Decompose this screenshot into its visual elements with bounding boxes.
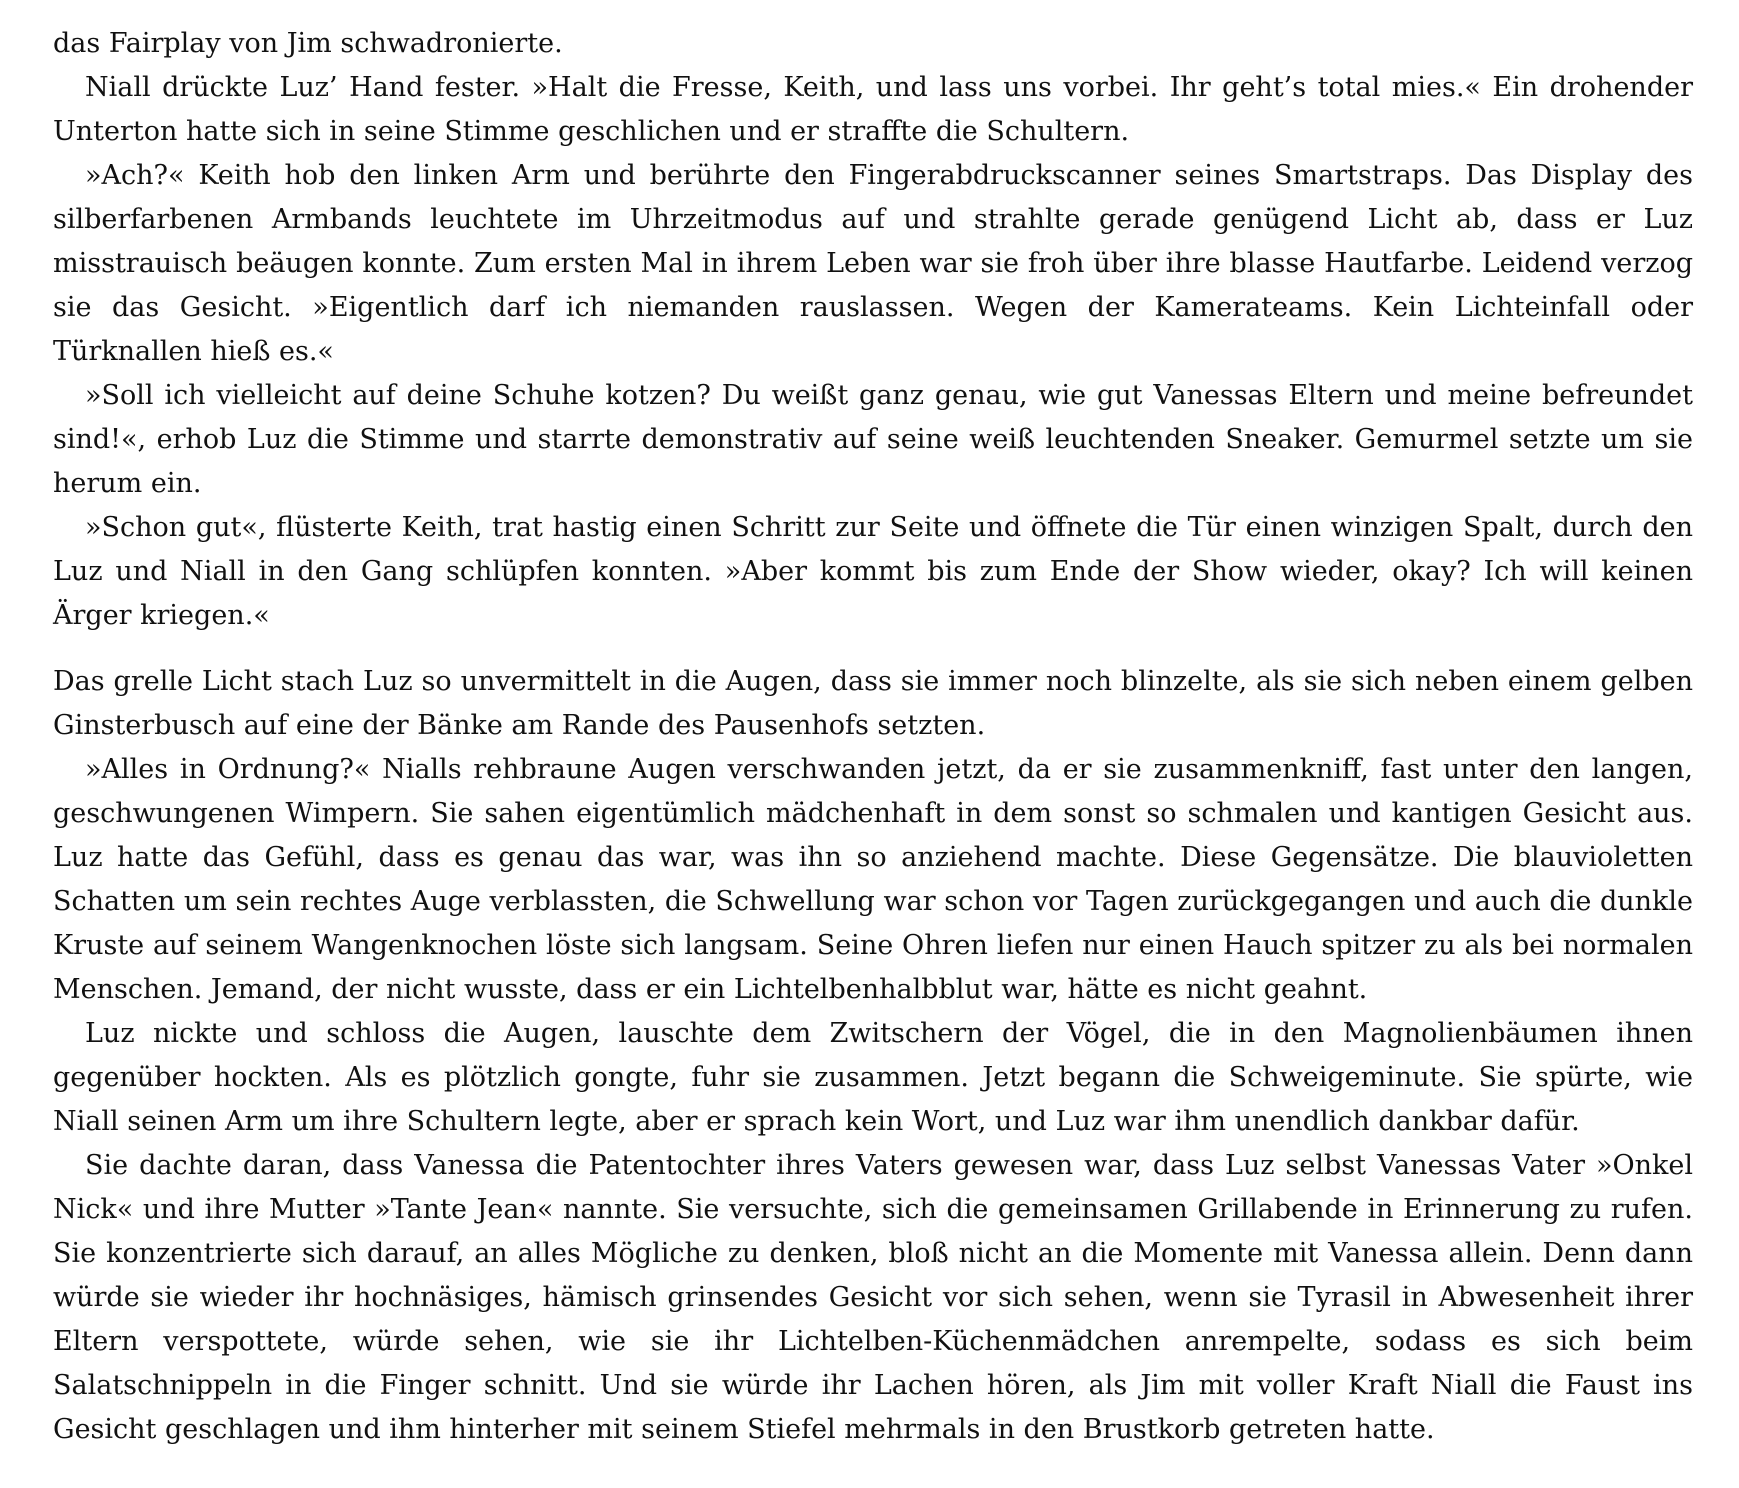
paragraph-1: das Fairplay von Jim schwadronierte. [53,28,563,59]
paragraph-8: Luz nickte und schloss die Augen, lauschte dem Zwitschern der Vögel, die in den Magnolienbäumen ihnen gegenüber hockten. Als es plötzlich gongte, fuhr sie zusammen. Jetzt begann die Schweigeminute. Sie spürte, wie Niall seinen Arm um ihre Schultern legte, aber er sprach kein Wort, und Luz war ihm unendlich dankbar dafür. [53,1018,1693,1137]
paragraph-2: Niall drückte Luz’ Hand fester. »Halt die Fresse, Keith, und lass uns vorbei. Ihr geht’s total mies.« Ein drohender Unterton hatte sich in seine Stimme geschlichen und er straffte die Schultern. [53,72,1693,147]
paragraph-5: »Schon gut«, flüsterte Keith, trat hastig einen Schritt zur Seite und öffnete die Tür einen winzigen Spalt, durch den Luz und Niall in den Gang schlüpfen konnten. »Aber kommt bis zum Ende der Show wieder, okay? Ich will keinen Ärger kriegen.« [53,512,1693,631]
paragraph-9: Sie dachte daran, dass Vanessa die Patentochter ihres Vaters gewesen war, dass Luz selbst Vanessas Vater »Onkel Nick« und ihre Mutter »Tante Jean« nannte. Sie versuchte, sich die gemeinsamen Grillabende in Erinnerung zu rufen. Sie konzentrierte sich darauf, an alles Mögliche zu denken, bloß nicht an die Momente mit Vanessa allein. Denn dann würde sie wieder ihr hochnäsiges, hämisch grinsendes Gesicht vor sich sehen, wenn sie Tyrasil in Abwesenheit ihrer Eltern verspottete, würde sehen, wie sie ihr Lichtelben-Küchenmädchen anrempelte, sodass es sich beim Salatschnippeln in die Finger schnitt. Und sie würde ihr Lachen hören, als Jim mit voller Kraft Niall die Faust ins Gesicht geschlagen und ihm hinterher mit seinem Stiefel mehrmals in den Brustkorb getreten hatte. [53,1150,1693,1445]
book-page [53,22,1693,1452]
paragraph-4: »Soll ich vielleicht auf deine Schuhe kotzen? Du weißt ganz genau, wie gut Vanessas Eltern und meine befreundet sind!«, erhob Luz die Stimme und starrte demonstrativ auf seine weiß leuchtenden Sneaker. Gemurmel setzte um sie herum ein. [53,380,1693,499]
paragraph-7: »Alles in Ordnung?« Nialls rehbraune Augen verschwanden jetzt, da er sie zusammenkniff, fast unter den langen, geschwungenen Wimpern. Sie sahen eigentümlich mädchenhaft in dem sonst so schmalen und kantigen Gesicht aus. Luz hatte das Gefühl, dass es genau das war, was ihn so anziehend machte. Diese Gegensätze. Die blauvioletten Schatten um sein rechtes Auge verblassten, die Schwellung war schon vor Tagen zurückgegangen und auch die dunkle Kruste auf seinem Wangenknochen löste sich langsam. Seine Ohren liefen nur einen Hauch spitzer zu als bei normalen Menschen. Jemand, der nicht wusste, dass er ein Lichtelbenhalbblut war, hätte es nicht geahnt. [53,754,1693,1005]
paragraph-6: Das grelle Licht stach Luz so unvermittelt in die Augen, dass sie immer noch blinzelte, als sie sich neben einem gelben Ginsterbusch auf eine der Bänke am Rande des Pausenhofs setzten. [53,666,1693,741]
paragraph-3: »Ach?« Keith hob den linken Arm und berührte den Fingerabdruckscanner seines Smartstraps. Das Display des silberfarbenen Armbands leuchtete im Uhrzeitmodus auf und strahlte gerade genügend Licht ab, dass er Luz misstrauisch beäugen konnte. Zum ersten Mal in ihrem Leben war sie froh über ihre blasse Hautfarbe. Leidend verzog sie das Gesicht. »Eigentlich darf ich niemanden rauslassen. Wegen der Kamerateams. Kein Lichteinfall oder Türknallen hieß es.« [53,160,1693,367]
